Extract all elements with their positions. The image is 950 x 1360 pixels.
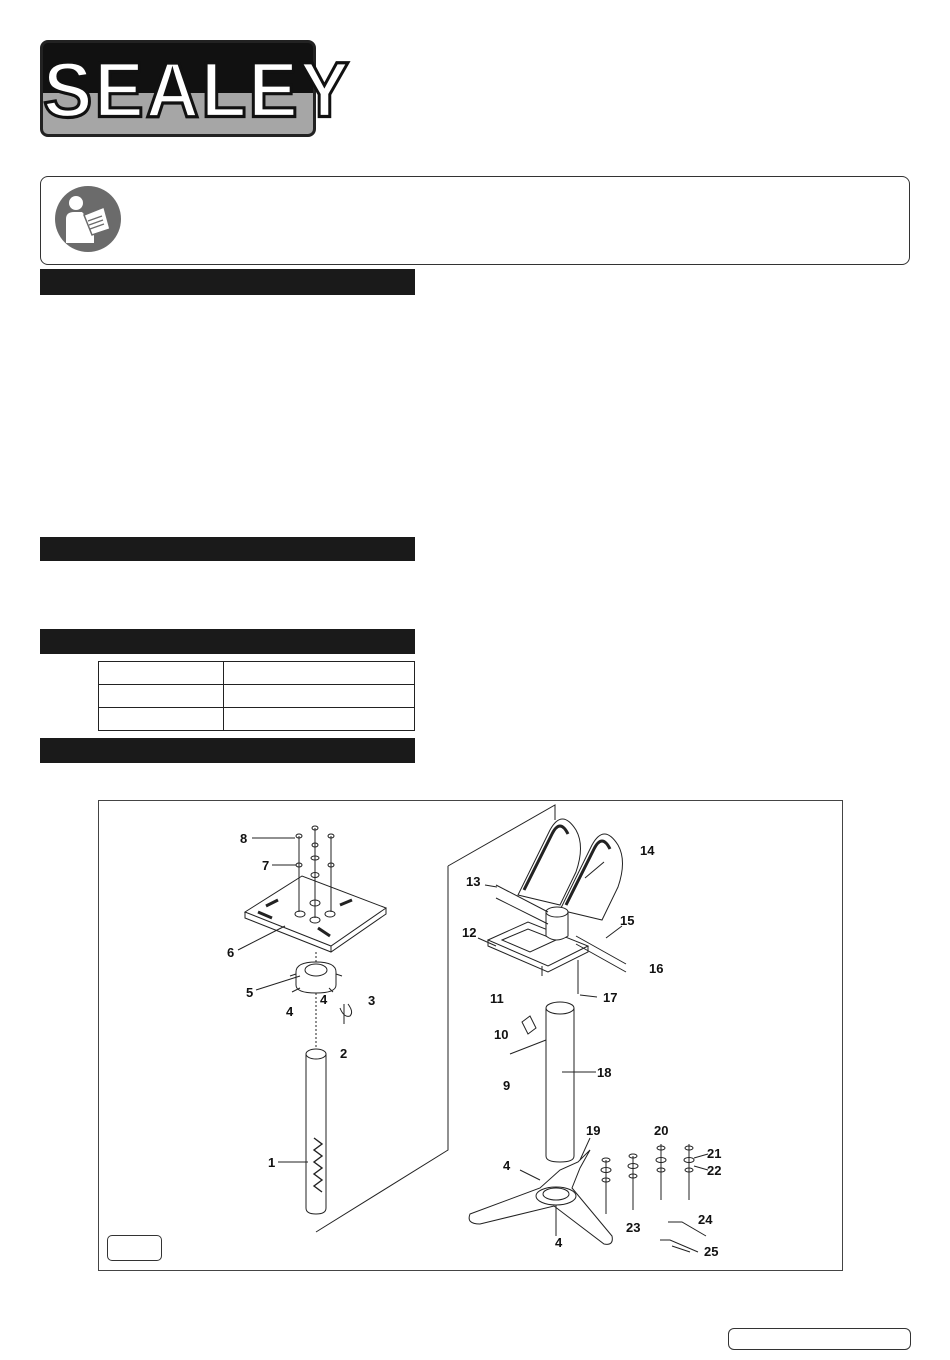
part-number: 3: [368, 993, 376, 1008]
table-row: [99, 662, 415, 685]
part-number: 25: [704, 1244, 719, 1259]
part-number: 1: [268, 1155, 276, 1170]
figure-label: [108, 1241, 114, 1255]
part-number: 4: [555, 1235, 563, 1250]
figure-label-box: [107, 1235, 162, 1261]
spec-value: [224, 708, 415, 731]
part-number: 17: [603, 990, 618, 1005]
part-number: 20: [654, 1123, 669, 1138]
section-bar-3: [40, 629, 415, 654]
part-number: 5: [246, 985, 254, 1000]
part-number: 10: [494, 1027, 509, 1042]
section-bar-2: [40, 537, 415, 561]
logo-text: SEALEY: [43, 45, 352, 134]
part-number: 24: [698, 1212, 713, 1227]
section-title-4: [40, 743, 46, 758]
part-number: 15: [620, 913, 635, 928]
part-number: 14: [640, 843, 655, 858]
part-number: 23: [626, 1220, 641, 1235]
spec-key: [99, 708, 224, 731]
part-number: 4: [320, 992, 328, 1007]
part-number: 19: [586, 1123, 601, 1138]
part-number: 9: [503, 1078, 511, 1093]
sealey-logo: [40, 40, 352, 137]
part-number: 13: [466, 874, 481, 889]
part-number: 11: [490, 991, 504, 1006]
footer-reference: [729, 1333, 735, 1345]
part-number: 12: [462, 925, 477, 940]
footer-reference-box: [728, 1328, 911, 1350]
section-title-1: [40, 274, 46, 289]
section-title-3: [40, 634, 46, 649]
spec-value: [224, 662, 415, 685]
spec-key: [99, 662, 224, 685]
table-row: [99, 685, 415, 708]
part-number: 18: [597, 1065, 612, 1080]
section-title-2: [40, 541, 46, 556]
parts-drawing: [98, 800, 843, 1271]
part-number: 21: [707, 1146, 722, 1161]
read-manual-icon: [54, 185, 122, 253]
spec-value: [224, 685, 415, 708]
spec-key: [99, 685, 224, 708]
part-number: 22: [707, 1163, 722, 1178]
part-number: 6: [227, 945, 235, 960]
section-bar-1: [40, 269, 415, 295]
part-number: 4: [286, 1004, 294, 1019]
table-row: [99, 708, 415, 731]
part-number: 4: [503, 1158, 511, 1173]
part-number: 2: [340, 1046, 348, 1061]
part-number: 7: [262, 858, 270, 873]
specification-table: [98, 661, 415, 731]
section-bar-4: [40, 738, 415, 763]
safety-notice-box: [40, 176, 910, 265]
part-number: 8: [240, 831, 248, 846]
part-number: 16: [649, 961, 664, 976]
